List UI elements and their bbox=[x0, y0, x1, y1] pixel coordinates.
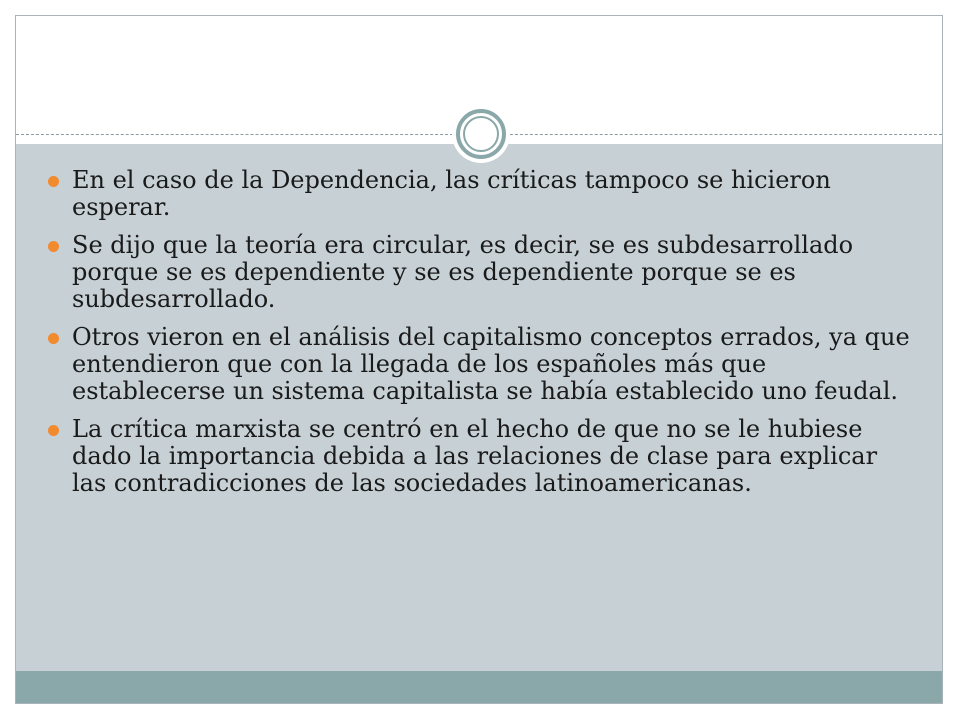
bullet-dot-icon bbox=[48, 333, 59, 344]
slide bbox=[15, 15, 943, 704]
bullet-text: La crítica marxista se centró en el hecho de que no se le hubiese dado la importancia debida a las relaciones de clase para explicar las contradicciones de las sociedades latinoamericanas. bbox=[72, 415, 878, 497]
bullet-item-2 bbox=[48, 232, 918, 313]
bullet-text: Otros vieron en el análisis del capitalismo conceptos errados, ya que entendieron que con la llegada de los españoles más que establecerse un sistema capitalista se había establecido uno feudal. bbox=[72, 323, 910, 405]
bullet-text: Se dijo que la teoría era circular, es decir, se es subdesarrollado porque se es dependiente y se es dependiente porque se es subdesarrollado. bbox=[72, 231, 854, 313]
footer-bar bbox=[16, 671, 942, 704]
bullet-dot-icon bbox=[48, 176, 59, 187]
bullet-dot-icon bbox=[48, 241, 59, 252]
bullet-item-4 bbox=[48, 416, 918, 497]
ring-ornament-inner-icon bbox=[463, 116, 499, 152]
bullet-item-1 bbox=[48, 167, 918, 221]
bullet-list bbox=[48, 167, 918, 508]
bullet-dot-icon bbox=[48, 425, 59, 436]
bullet-item-3 bbox=[48, 324, 918, 405]
bullet-text: En el caso de la Dependencia, las críticas tampoco se hicieron esperar. bbox=[72, 166, 831, 221]
